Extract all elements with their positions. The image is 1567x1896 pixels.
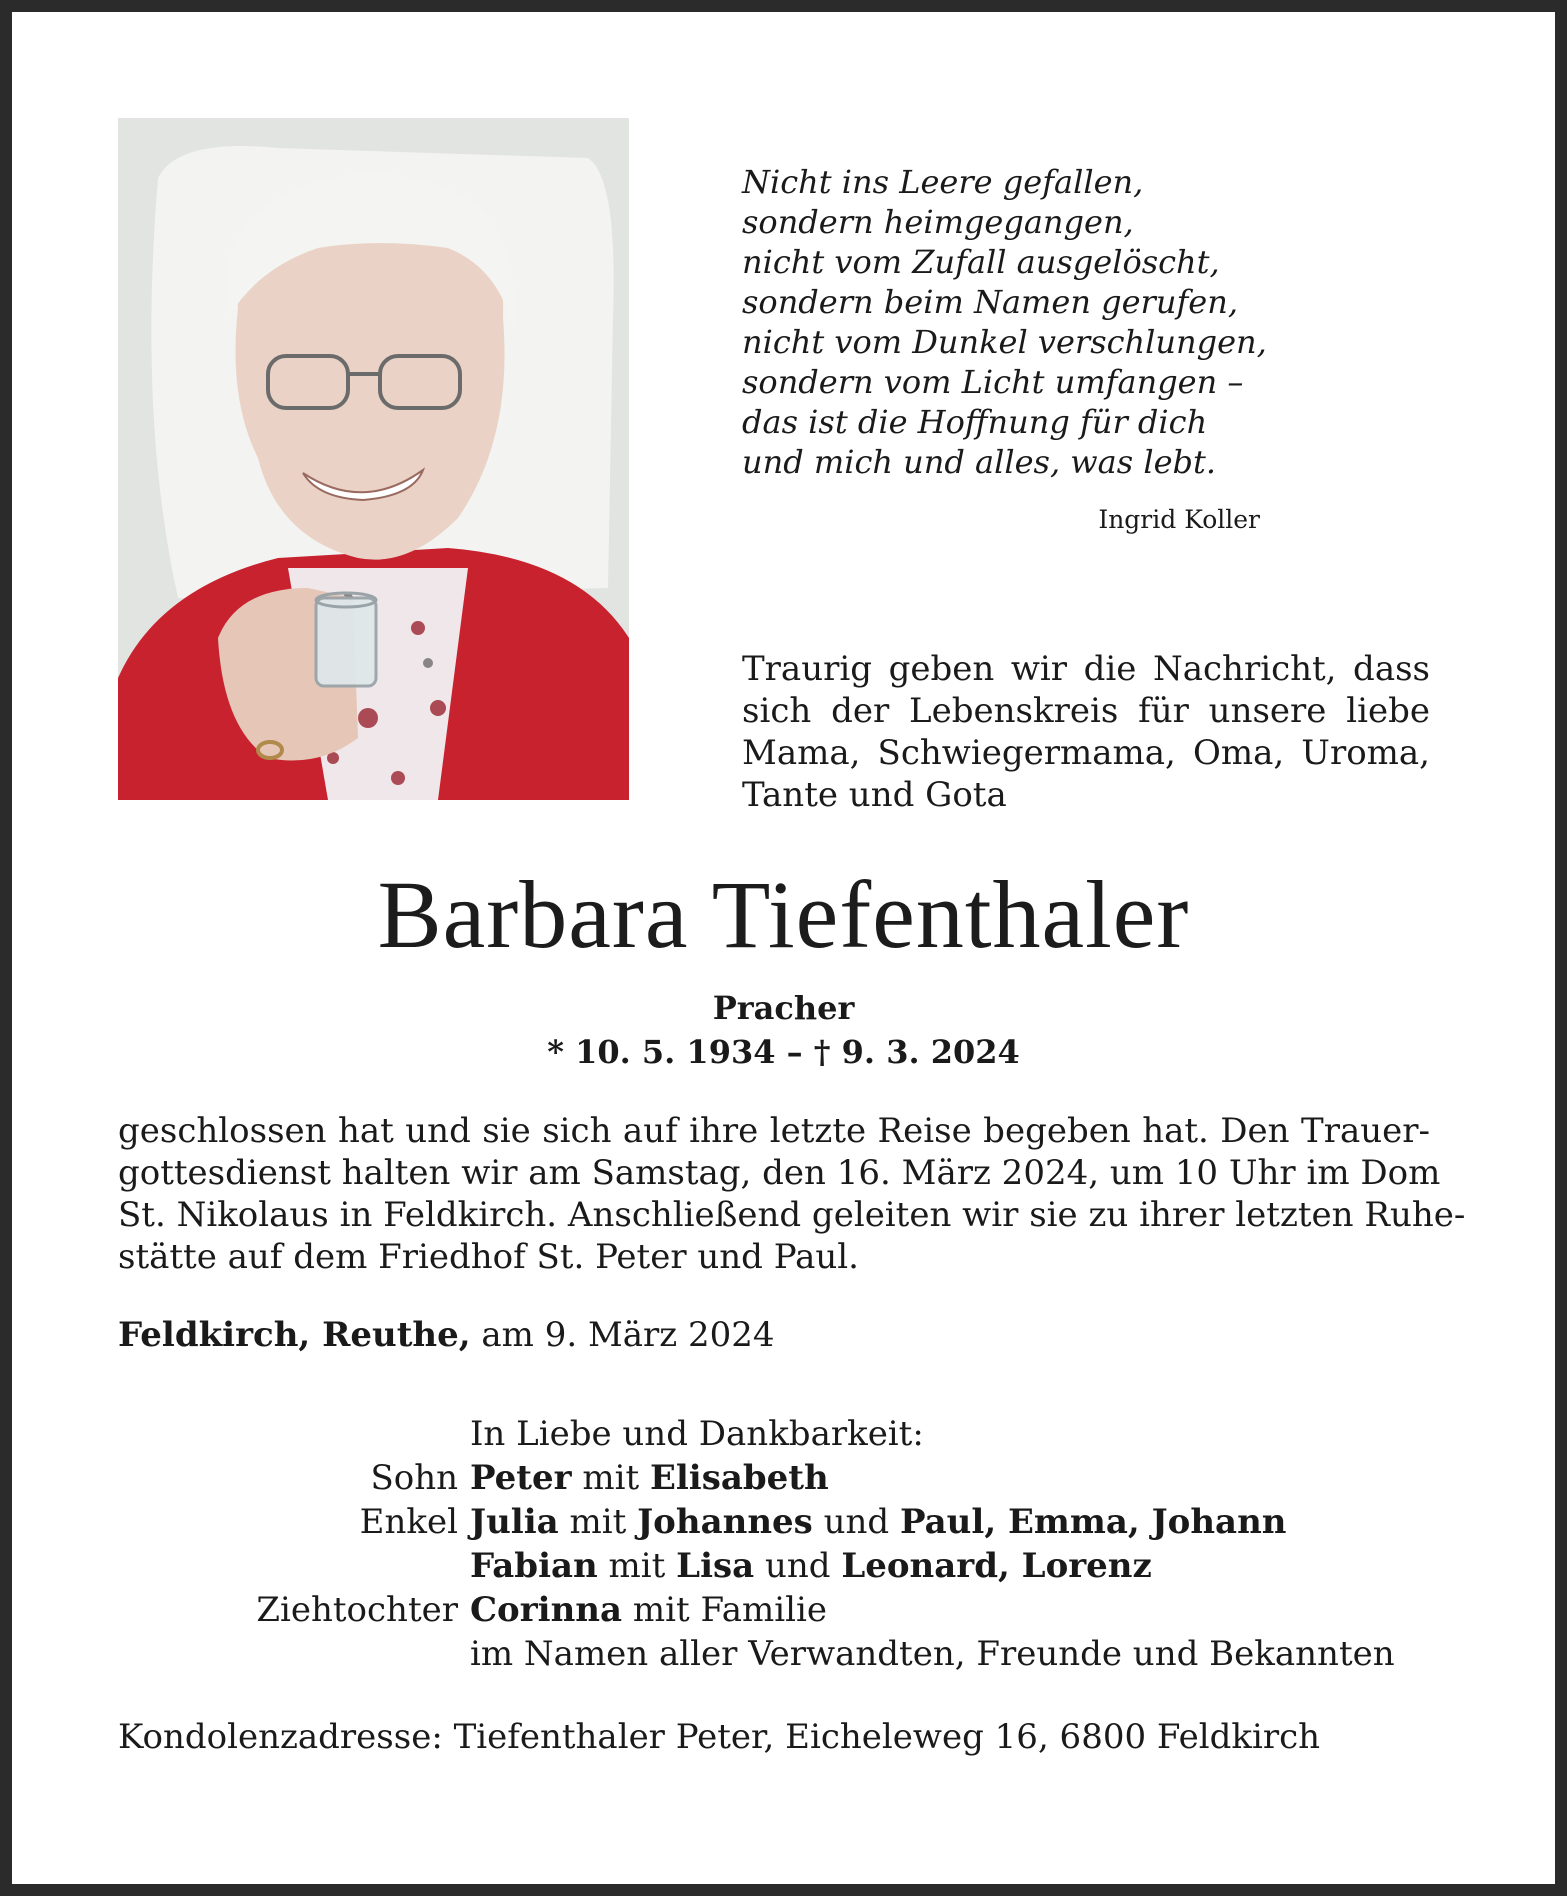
person-name: Elisabeth <box>649 1458 829 1498</box>
relation-names <box>470 1500 1430 1544</box>
connector-text: und <box>754 1546 842 1586</box>
relation-names <box>470 1588 1430 1632</box>
connector-text: mit <box>558 1502 638 1542</box>
person-name: Lisa <box>676 1546 755 1586</box>
poem-line: das ist die Hoffnung für dich <box>742 403 1208 441</box>
announcement-line: geschlossen hat und sie sich auf ihre letzte Reise begeben hat. Den Trauer- <box>118 1111 1430 1151</box>
person-name: Julia <box>470 1502 559 1542</box>
announcement-line: gottesdienst halten wir am Samstag, den 16. März 2024, um 10 Uhr im Dom <box>118 1153 1441 1193</box>
maiden-name: Pracher <box>712 989 855 1027</box>
announcement-text <box>118 1110 1466 1278</box>
place-date <box>118 1314 1018 1356</box>
relation-label: Enkel <box>359 1502 458 1542</box>
announcement-line: stätte auf dem Friedhof St. Peter und Paul. <box>118 1237 859 1277</box>
portrait-illustration <box>118 118 629 800</box>
intro-line: Mama, Schwiegermama, Oma, Uroma, <box>742 733 1430 773</box>
announcement-line: St. Nikolaus in Feldkirch. Anschließend geleiten wir sie zu ihrer letzten Ruhe- <box>118 1195 1466 1235</box>
poem-line: und mich und alles, was lebt. <box>742 443 1217 481</box>
relation-label: Sohn <box>370 1458 458 1498</box>
intro-line: sich der Lebenskreis für unsere liebe <box>742 691 1430 731</box>
mourner-row <box>118 1632 1430 1676</box>
portrait-photo <box>118 118 629 800</box>
mourner-row <box>118 1500 1430 1544</box>
person-name: Peter <box>470 1458 572 1498</box>
mourner-row <box>118 1456 1430 1500</box>
date: am 9. März 2024 <box>481 1315 775 1355</box>
mourner-row <box>118 1588 1430 1632</box>
person-name: Johannes <box>637 1502 813 1542</box>
life-dates: * 10. 5. 1934 – † 9. 3. 2024 <box>547 1033 1020 1071</box>
connector-text: mit Familie <box>622 1590 827 1630</box>
poem-line: nicht vom Zufall ausgelöscht, <box>742 243 1220 281</box>
connector-text: und <box>812 1502 900 1542</box>
deceased-name: Barbara Tiefenthaler <box>377 861 1190 968</box>
connector-text: mit <box>571 1458 650 1498</box>
person-name: Paul, Emma, Johann <box>900 1502 1287 1542</box>
poem-line: nicht vom Dunkel verschlungen, <box>742 323 1267 361</box>
place: Feldkirch, Reuthe, <box>118 1315 471 1355</box>
poem-line: Nicht ins Leere gefallen, <box>742 163 1144 201</box>
poem-author: Ingrid Koller <box>1098 505 1260 534</box>
poem <box>742 162 1302 482</box>
connector-text: mit <box>597 1546 677 1586</box>
mourner-rows <box>118 1456 1430 1676</box>
intro-line: Tante und Gota <box>742 775 1007 815</box>
poem-line: sondern beim Namen gerufen, <box>742 283 1238 321</box>
relation-names <box>470 1632 1430 1676</box>
poem-line: sondern vom Licht umfangen – <box>742 363 1244 401</box>
mourners-heading: In Liebe und Dankbarkeit: <box>470 1414 924 1454</box>
connector-text: im Namen aller Verwandten, Freunde und Bekannten <box>470 1634 1395 1674</box>
relation-label <box>118 1544 470 1588</box>
condolence-address: Kondolenzadresse: Tiefenthaler Peter, Eicheleweg 16, 6800 Feldkirch <box>118 1717 1321 1757</box>
intro-text <box>742 648 1430 816</box>
mourners-heading-row <box>118 1412 1430 1456</box>
mourners-list <box>118 1412 1430 1676</box>
mourner-row <box>118 1544 1430 1588</box>
person-name: Corinna <box>470 1590 623 1630</box>
person-name: Leonard, Lorenz <box>841 1546 1152 1586</box>
relation-label <box>118 1632 470 1676</box>
person-name: Fabian <box>470 1546 598 1586</box>
relation-label: Ziehtochter <box>256 1590 458 1630</box>
intro-line: Traurig geben wir die Nachricht, dass <box>742 649 1430 689</box>
poem-line: sondern heimgegangen, <box>742 203 1134 241</box>
relation-names <box>470 1544 1430 1588</box>
relation-names <box>470 1456 1430 1500</box>
